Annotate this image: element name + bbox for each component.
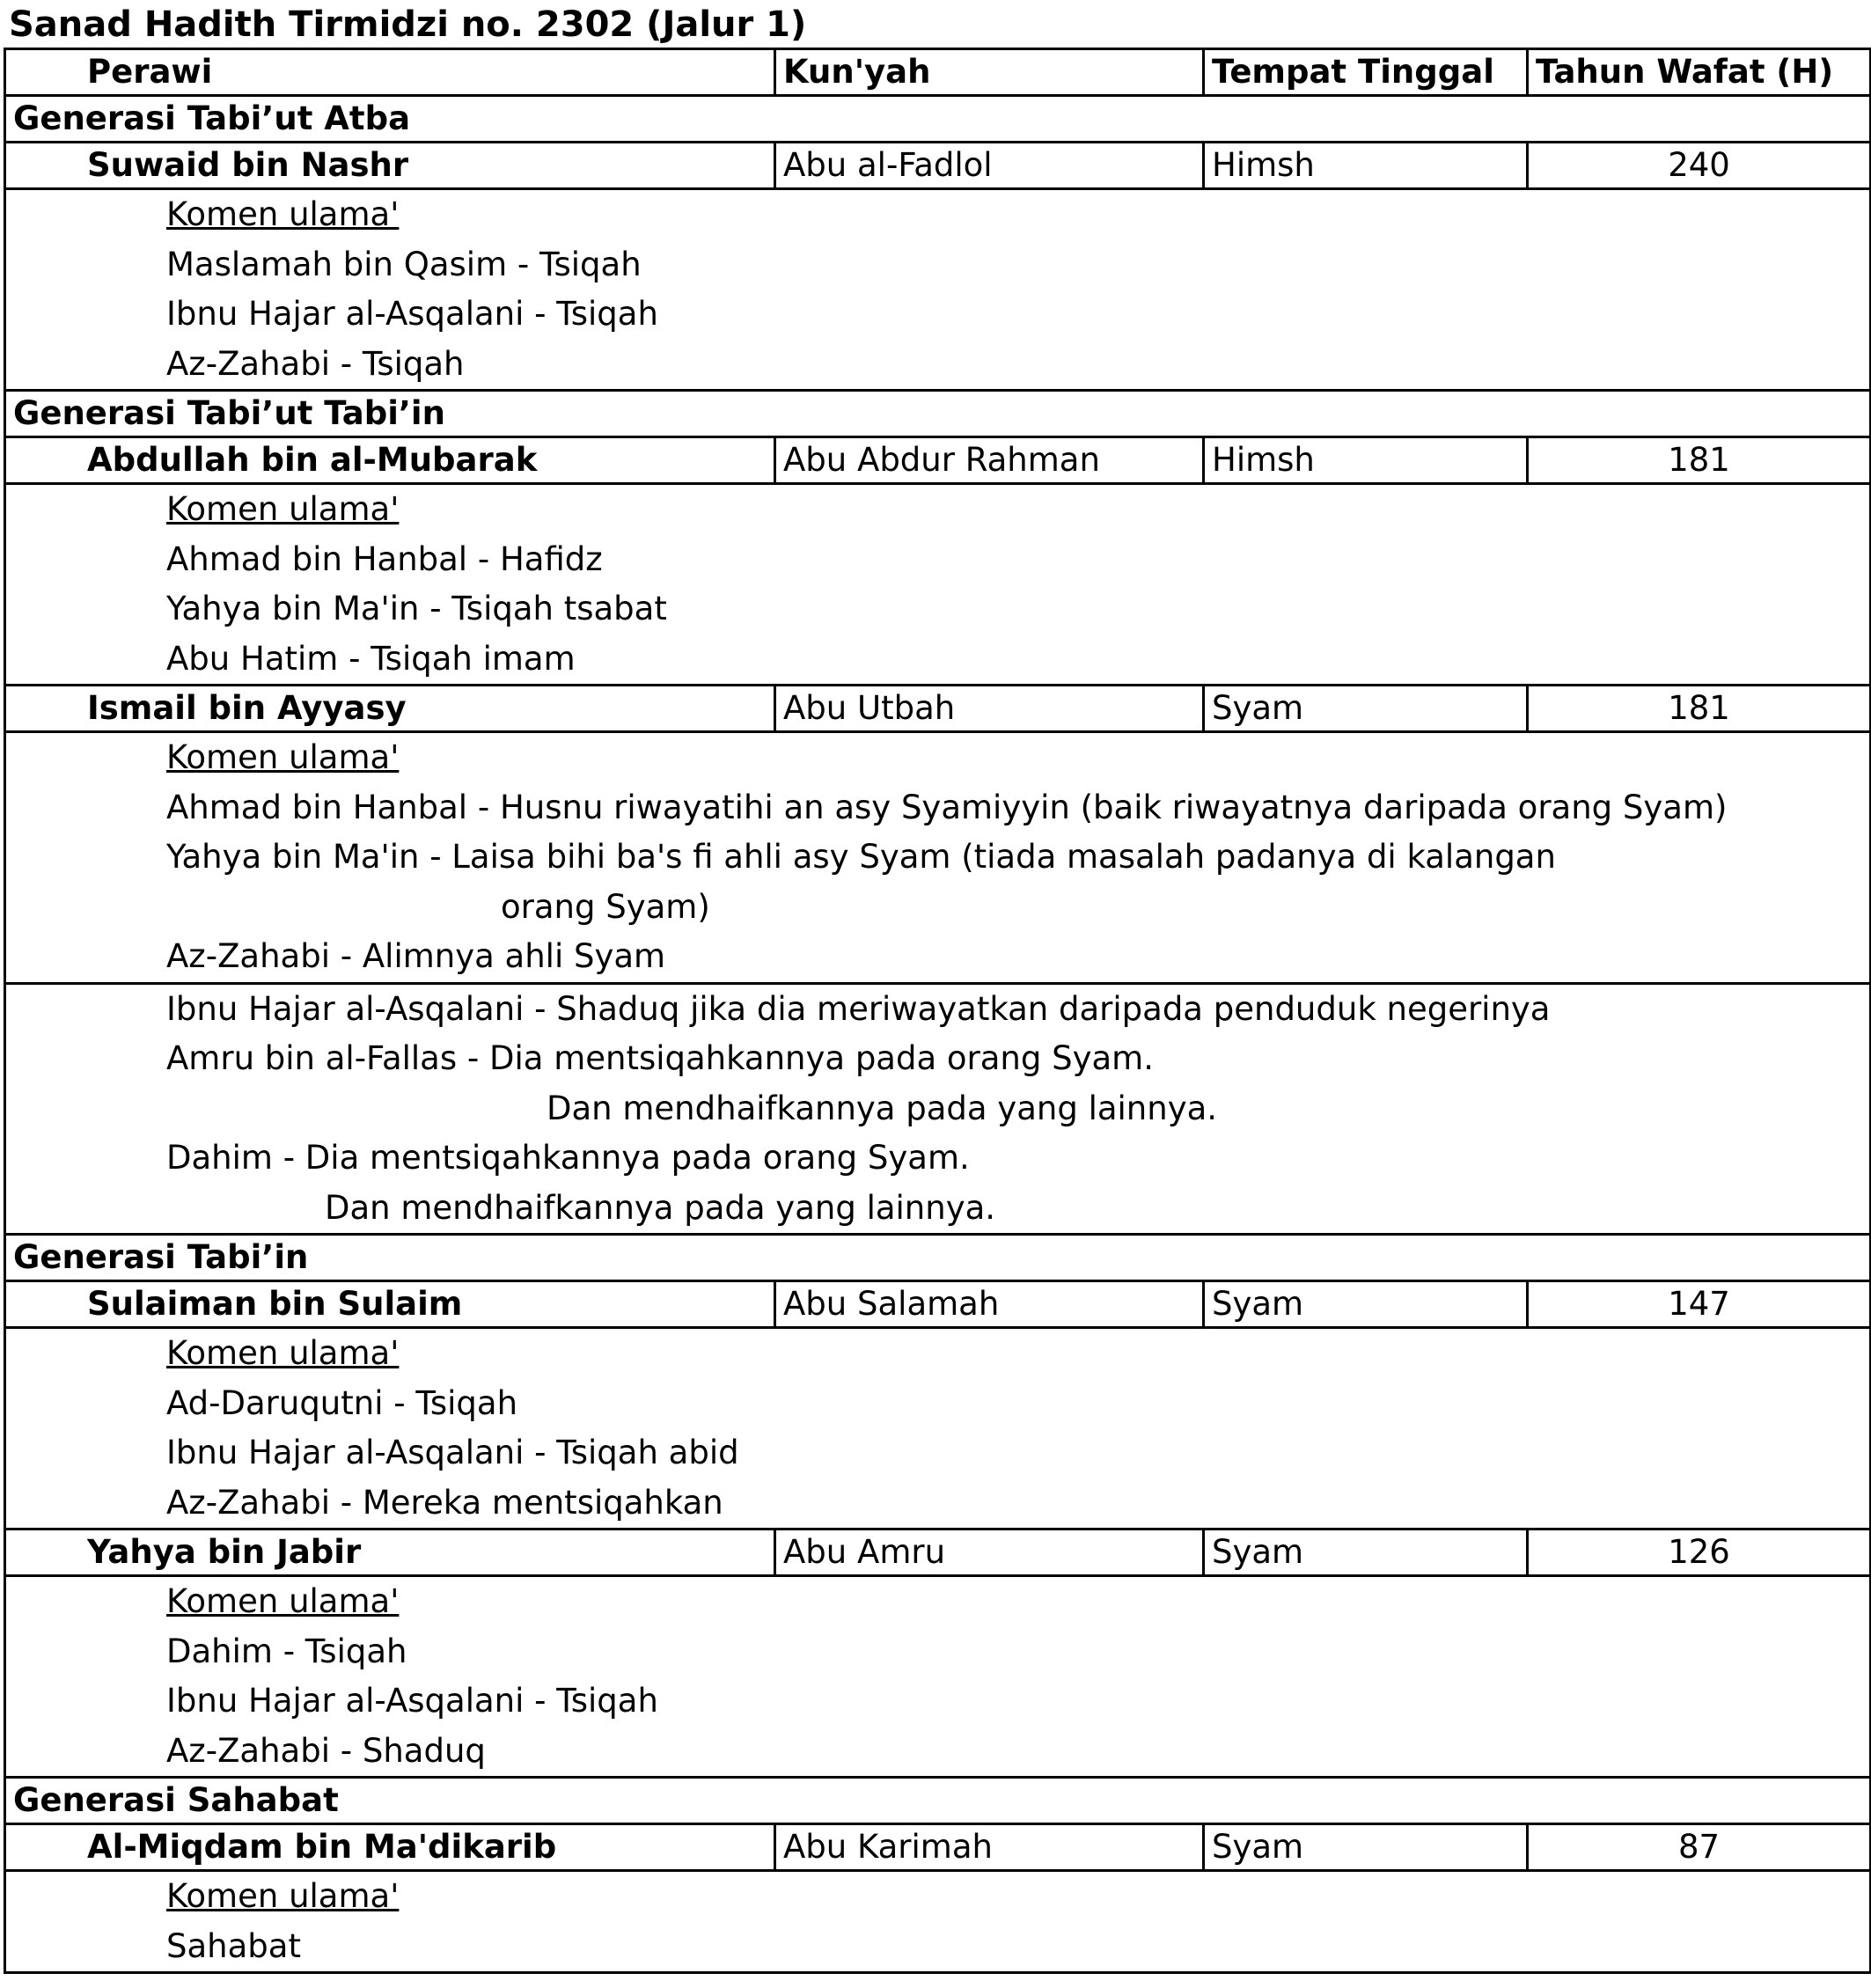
- narrator-name: Ismail bin Ayyasy: [5, 686, 775, 732]
- narrator-row: [5, 143, 1871, 189]
- generation-row: [5, 1778, 1871, 1824]
- narrator-row: [5, 686, 1871, 732]
- narrator-name: Sulaiman bin Sulaim: [5, 1281, 775, 1328]
- narrator-row: [5, 437, 1871, 484]
- komen-label: Komen ulama': [166, 1334, 400, 1372]
- comment-line: orang Syam): [501, 887, 710, 926]
- comments-block: [5, 732, 1871, 984]
- narrator-tempat: Syam: [1204, 1824, 1528, 1871]
- narrator-name: Al-Miqdam bin Ma'dikarib: [5, 1824, 775, 1871]
- comment-line: Abu Hatim - Tsiqah imam: [166, 639, 576, 678]
- narrator-tempat: Himsh: [1204, 437, 1528, 484]
- generation-row: [5, 1235, 1871, 1281]
- komen-label: Komen ulama': [166, 1582, 400, 1620]
- narrator-tahun: 126: [1528, 1530, 1871, 1576]
- narrator-name: Abdullah bin al-Mubarak: [5, 437, 775, 484]
- comments-block: [5, 1328, 1871, 1530]
- narrator-tahun: 181: [1528, 437, 1871, 484]
- comment-line: Az-Zahabi - Mereka mentsiqahkan: [166, 1483, 723, 1522]
- comments-block: [5, 484, 1871, 686]
- narrator-tempat: Himsh: [1204, 143, 1528, 189]
- comment-line: Yahya bin Ma'in - Tsiqah tsabat: [166, 590, 667, 627]
- narrator-row: [5, 1281, 1871, 1328]
- komen-label: Komen ulama': [166, 738, 400, 776]
- narrator-kunyah: Abu Amru: [775, 1530, 1204, 1576]
- comment-line: Maslamah bin Qasim - Tsiqah: [166, 245, 642, 283]
- header-tahun-wafat: Tahun Wafat (H): [1528, 49, 1871, 96]
- page-title: Sanad Hadith Tirmidzi no. 2302 (Jalur 1): [9, 4, 807, 45]
- comment-line: Dan mendhaifkannya pada yang lainnya.: [547, 1089, 1218, 1127]
- narrator-tahun: 87: [1528, 1824, 1871, 1871]
- narrator-tahun: 181: [1528, 686, 1871, 732]
- narrator-row: [5, 1530, 1871, 1576]
- comment-line: Sahabat: [166, 1926, 301, 1965]
- narrator-tempat: Syam: [1204, 686, 1528, 732]
- comment-line: Az-Zahabi - Tsiqah: [166, 344, 465, 383]
- narrator-kunyah: Abu Karimah: [775, 1824, 1204, 1871]
- narrator-row: [5, 1824, 1871, 1871]
- comments-block: [5, 189, 1871, 391]
- comments-block: [5, 1576, 1871, 1778]
- narrator-kunyah: Abu Utbah: [775, 686, 1204, 732]
- narrator-tempat: Syam: [1204, 1530, 1528, 1576]
- generation-label: Generasi Tabi’in: [5, 1235, 1871, 1281]
- comment-line: Ibnu Hajar al-Asqalani - Tsiqah: [166, 295, 658, 333]
- comment-line: Ibnu Hajar al-Asqalani - Tsiqah: [166, 1682, 658, 1720]
- narrator-kunyah: Abu Abdur Rahman: [775, 437, 1204, 484]
- header-perawi: Perawi: [5, 49, 775, 96]
- generation-row: [5, 96, 1871, 143]
- generation-label: Generasi Sahabat: [5, 1778, 1871, 1824]
- generation-row: [5, 391, 1871, 437]
- narrator-tahun: 147: [1528, 1281, 1871, 1328]
- comment-line: Az-Zahabi - Alimnya ahli Syam: [166, 937, 666, 975]
- comment-line: Ad-Daruqutni - Tsiqah: [166, 1383, 518, 1422]
- comment-line: Dahim - Tsiqah: [166, 1632, 407, 1670]
- komen-label: Komen ulama': [166, 490, 400, 528]
- comment-line: Dan mendhaifkannya pada yang lainnya.: [325, 1188, 996, 1227]
- narrator-kunyah: Abu al-Fadlol: [775, 143, 1204, 189]
- comment-line: Az-Zahabi - Shaduq: [166, 1731, 486, 1770]
- comment-line: Ahmad bin Hanbal - Husnu riwayatihi an asy Syamiyyin (baik riwayatnya daripada orang Syam): [166, 788, 1728, 826]
- table-header-row: [5, 49, 1871, 96]
- comment-line: Ahmad bin Hanbal - Hafidz: [166, 539, 603, 578]
- narrator-name: Suwaid bin Nashr: [5, 143, 775, 189]
- comments-block: [5, 1871, 1871, 1973]
- narrator-name: Yahya bin Jabir: [5, 1530, 775, 1576]
- comment-line: Ibnu Hajar al-Asqalani - Tsiqah abid: [166, 1434, 739, 1471]
- generation-label: Generasi Tabi’ut Tabi’in: [5, 391, 1871, 437]
- narrator-tahun: 240: [1528, 143, 1871, 189]
- header-kunyah: Kun'yah: [775, 49, 1204, 96]
- comments-block: [5, 983, 1871, 1235]
- sanad-table: [4, 48, 1871, 1974]
- comment-line: Amru bin al-Fallas - Dia mentsiqahkannya pada orang Syam.: [166, 1039, 1154, 1077]
- comment-line: Ibnu Hajar al-Asqalani - Shaduq jika dia meriwayatkan daripada penduduk negerinya: [166, 989, 1551, 1028]
- header-tempat-tinggal: Tempat Tinggal: [1204, 49, 1528, 96]
- comment-line: Yahya bin Ma'in - Laisa bihi ba's fi ahli asy Syam (tiada masalah padanya di kalangan: [166, 838, 1556, 876]
- komen-label: Komen ulama': [166, 195, 400, 233]
- narrator-tempat: Syam: [1204, 1281, 1528, 1328]
- comment-line: Dahim - Dia mentsiqahkannya pada orang Syam.: [166, 1139, 970, 1177]
- komen-label: Komen ulama': [166, 1877, 400, 1915]
- narrator-kunyah: Abu Salamah: [775, 1281, 1204, 1328]
- generation-label: Generasi Tabi’ut Atba: [5, 96, 1871, 143]
